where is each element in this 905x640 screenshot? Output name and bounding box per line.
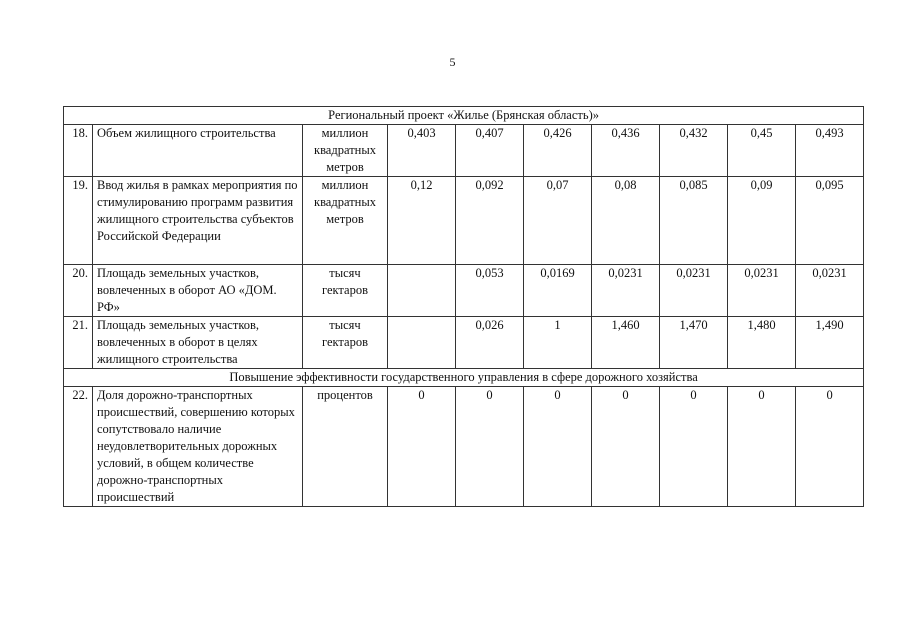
unit-cell: тысяч гектаров: [303, 265, 388, 317]
value-cell: 0,426: [524, 125, 592, 177]
value-cell: 0: [524, 387, 592, 507]
unit-cell: миллион квадратных метров: [303, 177, 388, 265]
value-cell: 0,053: [456, 265, 524, 317]
section-header-row: [64, 107, 864, 125]
value-cell: 0,0231: [592, 265, 660, 317]
indicator-name: Площадь земельных участков, вовлеченных в оборот в целях жилищного строительства: [93, 317, 303, 369]
table-row: [64, 317, 864, 369]
value-cell: 0,09: [728, 177, 796, 265]
value-cell: 0,0231: [728, 265, 796, 317]
value-cell: 0,403: [388, 125, 456, 177]
value-cell: 0,095: [796, 177, 864, 265]
table-row: [64, 265, 864, 317]
value-cell: 0: [592, 387, 660, 507]
table-row: [64, 125, 864, 177]
value-cell: 0,0231: [660, 265, 728, 317]
indicators-table: [63, 106, 864, 507]
row-number: 18.: [64, 125, 93, 177]
value-cell: 0,407: [456, 125, 524, 177]
value-cell: 0,0169: [524, 265, 592, 317]
indicator-name: Ввод жилья в рамках мероприятия по стимулированию программ развития жилищного строительства субъектов Российской Федерации: [93, 177, 303, 265]
unit-cell: процентов: [303, 387, 388, 507]
section-title: Региональный проект «Жилье (Брянская область)»: [64, 107, 864, 125]
value-cell: 0: [796, 387, 864, 507]
value-cell: 1,470: [660, 317, 728, 369]
indicator-name: Доля дорожно-транспортных происшествий, совершению которых сопутствовало наличие неудовлетворительных дорожных условий, в общем количестве дорожно-транспортных происшествий: [93, 387, 303, 507]
value-cell: 1: [524, 317, 592, 369]
page-number: 5: [449, 55, 456, 69]
unit-cell: тысяч гектаров: [303, 317, 388, 369]
indicator-name: Объем жилищного строительства: [93, 125, 303, 177]
value-cell: 0: [388, 387, 456, 507]
value-cell: 0,092: [456, 177, 524, 265]
value-cell: [388, 317, 456, 369]
value-cell: 0,45: [728, 125, 796, 177]
value-cell: 0,0231: [796, 265, 864, 317]
section-title: Повышение эффективности государственного управления в сфере дорожного хозяйства: [64, 369, 864, 387]
value-cell: 0,12: [388, 177, 456, 265]
value-cell: 0: [660, 387, 728, 507]
value-cell: 0,436: [592, 125, 660, 177]
row-number: 22.: [64, 387, 93, 507]
value-cell: 0,432: [660, 125, 728, 177]
table-row: [64, 177, 864, 265]
table-row: [64, 387, 864, 507]
row-number: 21.: [64, 317, 93, 369]
section-header-row: [64, 369, 864, 387]
value-cell: [388, 265, 456, 317]
value-cell: 0: [456, 387, 524, 507]
value-cell: 0,085: [660, 177, 728, 265]
unit-cell: миллион квадратных метров: [303, 125, 388, 177]
value-cell: 0: [728, 387, 796, 507]
value-cell: 0,08: [592, 177, 660, 265]
value-cell: 0,026: [456, 317, 524, 369]
row-number: 20.: [64, 265, 93, 317]
value-cell: 1,490: [796, 317, 864, 369]
indicator-name: Площадь земельных участков, вовлеченных в оборот АО «ДОМ. РФ»: [93, 265, 303, 317]
value-cell: 0,493: [796, 125, 864, 177]
row-number: 19.: [64, 177, 93, 265]
value-cell: 1,460: [592, 317, 660, 369]
value-cell: 1,480: [728, 317, 796, 369]
value-cell: 0,07: [524, 177, 592, 265]
